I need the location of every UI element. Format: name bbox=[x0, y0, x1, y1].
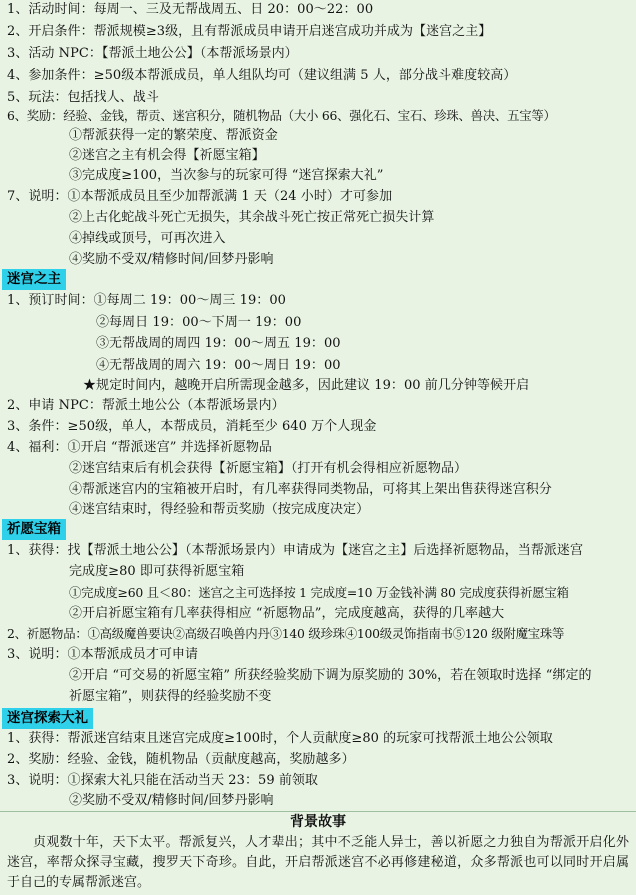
reward-item: ①帮派获得一定的繁荣度、帮派资金 bbox=[69, 128, 278, 143]
lord-benefits: 4、福利：①开启 “帮派迷宫” 并选择祈愿物品 bbox=[7, 440, 272, 455]
gift-note-item: ②奖励不受双/精修时间/回梦丹影响 bbox=[69, 793, 274, 808]
reward-item: ③完成度≥100，当次参与的玩家可得 “迷宫探索大礼” bbox=[69, 168, 384, 183]
obtain-item: ②开启祈愿宝箱有几率获得相应 “祈愿物品”，完成度越高，获得的几率越大 bbox=[69, 606, 505, 621]
apply-npc: 2、申请 NPC：帮派土地公公（本帮派场景内） bbox=[7, 398, 285, 413]
notes: 7、说明：①本帮派成员且至少加帮派满 1 天（24 小时）才可参加 bbox=[7, 189, 393, 204]
benefit-item: ②迷宫结束后有机会获得【祈愿宝箱】（打开有机会得相应祈愿物品） bbox=[69, 461, 468, 476]
note-item: ②上古化蛇战斗死亡无损失，其余战斗死亡按正常死亡损失计算 bbox=[69, 210, 435, 225]
story-title: 背景故事 bbox=[290, 814, 346, 830]
activity-time: 1、活动时间：每周一、三及无帮战周五、日 20：00～22：00 bbox=[7, 2, 374, 17]
gift-notes: 3、说明：①探索大礼只能在活动当天 23：59 前领取 bbox=[7, 773, 318, 788]
gift-reward: 2、奖励：经验、金钱，随机物品（贡献度越高，奖励越多） bbox=[7, 752, 355, 767]
booking-slot: ④无帮战周的周六 19：00～周日 19：00 bbox=[96, 358, 341, 373]
section-heading-maze-lord: 迷宫之主 bbox=[2, 269, 66, 290]
gameplay: 5、玩法：包括找人、战斗 bbox=[7, 90, 159, 105]
note-item: ④奖励不受双/精修时间/回梦丹影响 bbox=[69, 252, 274, 267]
obtain: 1、获得：找【帮派土地公公】（本帮派场景内）申请成为【迷宫之主】后选择祈愿物品，当帮派迷宫 bbox=[7, 543, 584, 558]
wish-note-cont: 祈愿宝箱”，则获得的经验奖励不变 bbox=[69, 689, 272, 704]
section-heading-gift: 迷宫探索大礼 bbox=[2, 708, 93, 729]
benefit-item: ④帮派迷宫内的宝箱被开启时，有几率获得同类物品，可将其上架出售获得迷宫积分 bbox=[69, 482, 552, 497]
booking-slot: ②每周日 19：00～下周一 19：00 bbox=[96, 315, 302, 330]
obtain-item: ①完成度≥60 且＜80：迷宫之主可选择按 1 完成度=10 万金钱补满 80 完成度获得祈愿宝箱 bbox=[69, 585, 569, 600]
booking-tip: ★规定时间内，越晚开启所需现金越多，因此建议 19：00 前几分钟等候开启 bbox=[83, 378, 530, 393]
benefit-item: ④迷宫结束时，得经验和帮贡奖励（按完成度决定） bbox=[69, 502, 370, 517]
obtain-cont: 完成度≥80 即可获得祈愿宝箱 bbox=[69, 564, 245, 579]
reward-item: ②迷宫之主有机会得【祈愿宝箱】 bbox=[69, 148, 265, 163]
open-condition: 2、开启条件：帮派规模≥3级，且有帮派成员申请开启迷宫成功并成为【迷宫之主】 bbox=[7, 24, 492, 39]
gift-obtain: 1、获得：帮派迷宫结束且迷宫完成度≥100时，个人贡献度≥80 的玩家可找帮派土地公公领取 bbox=[7, 731, 553, 746]
booking-time: 1、预订时间：①每周二 19：00～周三 19：00 bbox=[7, 293, 287, 308]
wish-notes: 3、说明：①本帮派成员才可申请 bbox=[7, 647, 199, 662]
wish-items: 2、祈愿物品：①高级魔兽要诀②高级召唤兽内丹③140 级珍珠④100级灵饰指南书⑤120 级附魔宝珠等 bbox=[7, 626, 565, 641]
section-heading-wish-box: 祈愿宝箱 bbox=[2, 519, 66, 540]
join-condition: 4、参加条件：≥50级本帮派成员，单人组队均可（建议组满 5 人，部分战斗难度较高） bbox=[7, 68, 517, 83]
story-text: 贞观数十年，天下太平。帮派复兴，人才辈出；其中不乏能人异士，善以祈愿之力独自为帮派开启化外迷宫，率帮众探寻宝藏，搜罗天下奇珍。自此，开启帮派迷宫不必再修建秘道，众多帮派也可以同时开启属于自己的专属帮派迷宫。 bbox=[7, 835, 629, 890]
lord-condition: 3、条件：≥50级，单人，本帮成员，消耗至少 640 万个人现金 bbox=[7, 419, 377, 434]
booking-slot: ③无帮战周的周四 19：00～周五 19：00 bbox=[96, 336, 341, 351]
rewards: 6、奖励：经验、金钱，帮贡、迷宫积分，随机物品（大小 66、强化石、宝石、珍珠、兽决、五宝等） bbox=[7, 108, 556, 123]
wish-note-item: ②开启 “可交易的祈愿宝箱” 所获经验奖励下调为原奖励的 30%，若在领取时选择 “绑定的 bbox=[69, 668, 592, 683]
activity-npc: 3、活动 NPC：【帮派土地公公】（本帮派场景内） bbox=[7, 46, 298, 61]
note-item: ④掉线或顶号，可再次进入 bbox=[69, 231, 226, 246]
